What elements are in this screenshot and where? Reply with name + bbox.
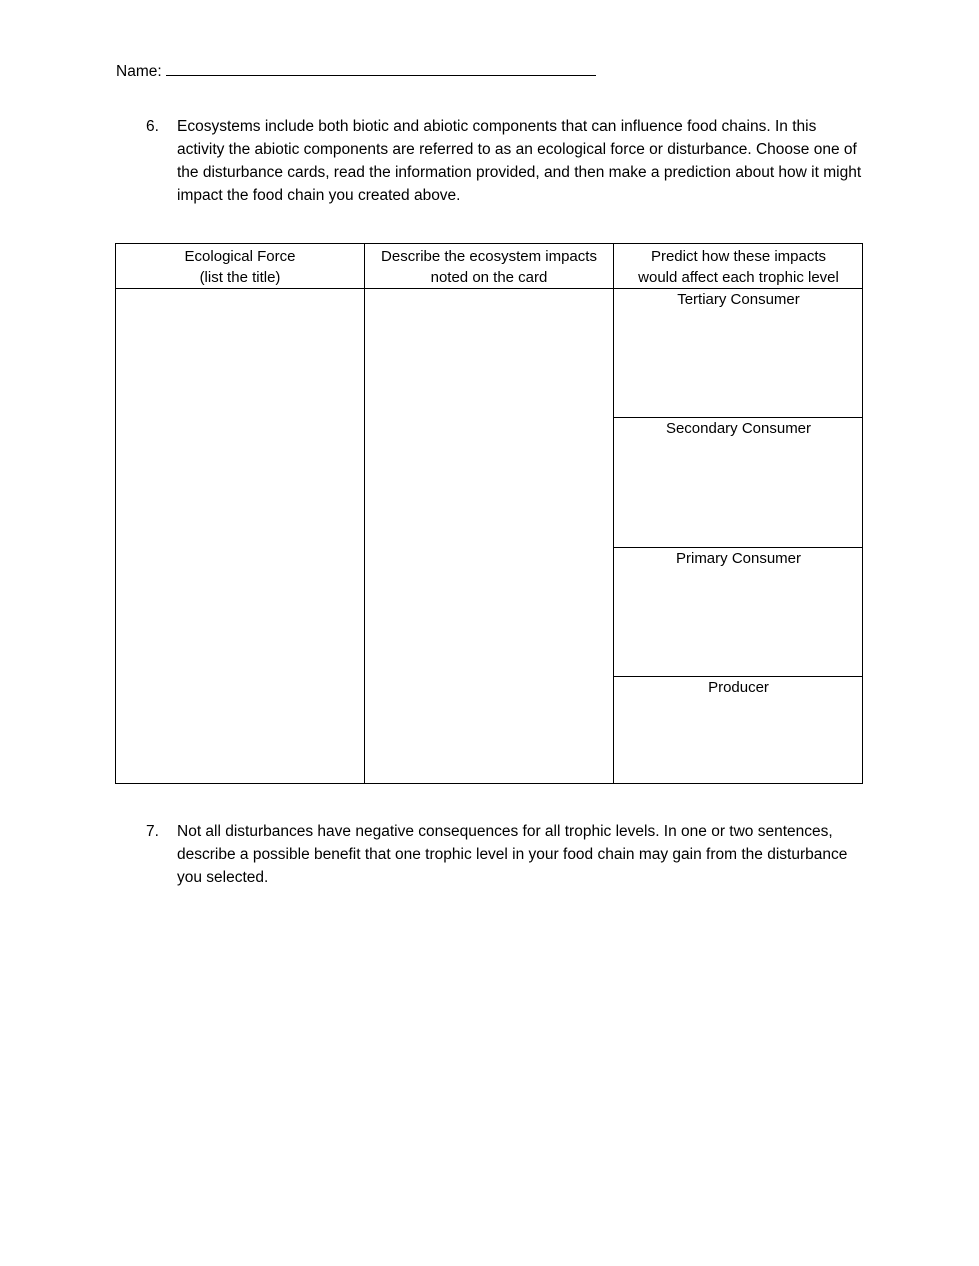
secondary-consumer-answer[interactable]	[614, 441, 863, 546]
trophic-level-tertiary: Tertiary Consumer	[677, 291, 800, 308]
header-line: noted on the card	[430, 269, 548, 286]
row-divider	[613, 676, 862, 677]
trophic-level-primary: Primary Consumer	[675, 550, 802, 567]
header-line: Ecological Force	[184, 248, 296, 265]
name-label: Name:	[116, 63, 162, 80]
name-input-line[interactable]	[166, 59, 596, 76]
ecological-force-table	[115, 243, 863, 784]
ecosystem-impacts-answer[interactable]	[365, 289, 613, 784]
row-divider	[613, 417, 862, 418]
header-predict-impacts	[614, 246, 863, 288]
trophic-level-secondary: Secondary Consumer	[665, 420, 812, 437]
header-ecosystem-impacts	[365, 246, 613, 288]
question-6	[146, 115, 866, 207]
header-ecological-force	[116, 246, 364, 288]
ecological-force-answer[interactable]	[116, 289, 364, 784]
name-field	[116, 59, 596, 81]
primary-consumer-answer[interactable]	[614, 571, 863, 675]
question-6-text: Ecosystems include both biotic and abiotic components that can influence food chains. In this activity the abiotic components are referred to as an ecological force or disturbance. Choose one of the disturbance cards, read the information provided, and then make a prediction about how it might impact the food chain you created above.	[177, 118, 862, 204]
tertiary-consumer-answer[interactable]	[614, 312, 863, 416]
question-6-number: 6.	[146, 118, 159, 135]
header-line: Predict how these impacts	[650, 248, 827, 265]
question-7	[146, 820, 866, 889]
header-line: Describe the ecosystem impacts	[381, 248, 597, 265]
question-7-text: Not all disturbances have negative consequences for all trophic levels. In one or two sentences, describe a possible benefit that one trophic level in your food chain may gain from the disturbance you selected.	[177, 823, 848, 886]
question-7-number: 7.	[146, 823, 159, 840]
row-divider	[613, 547, 862, 548]
header-line: (list the title)	[199, 269, 281, 286]
trophic-level-producer: Producer	[708, 679, 769, 696]
header-line: would affect each trophic level	[638, 269, 839, 286]
producer-answer[interactable]	[614, 700, 863, 783]
